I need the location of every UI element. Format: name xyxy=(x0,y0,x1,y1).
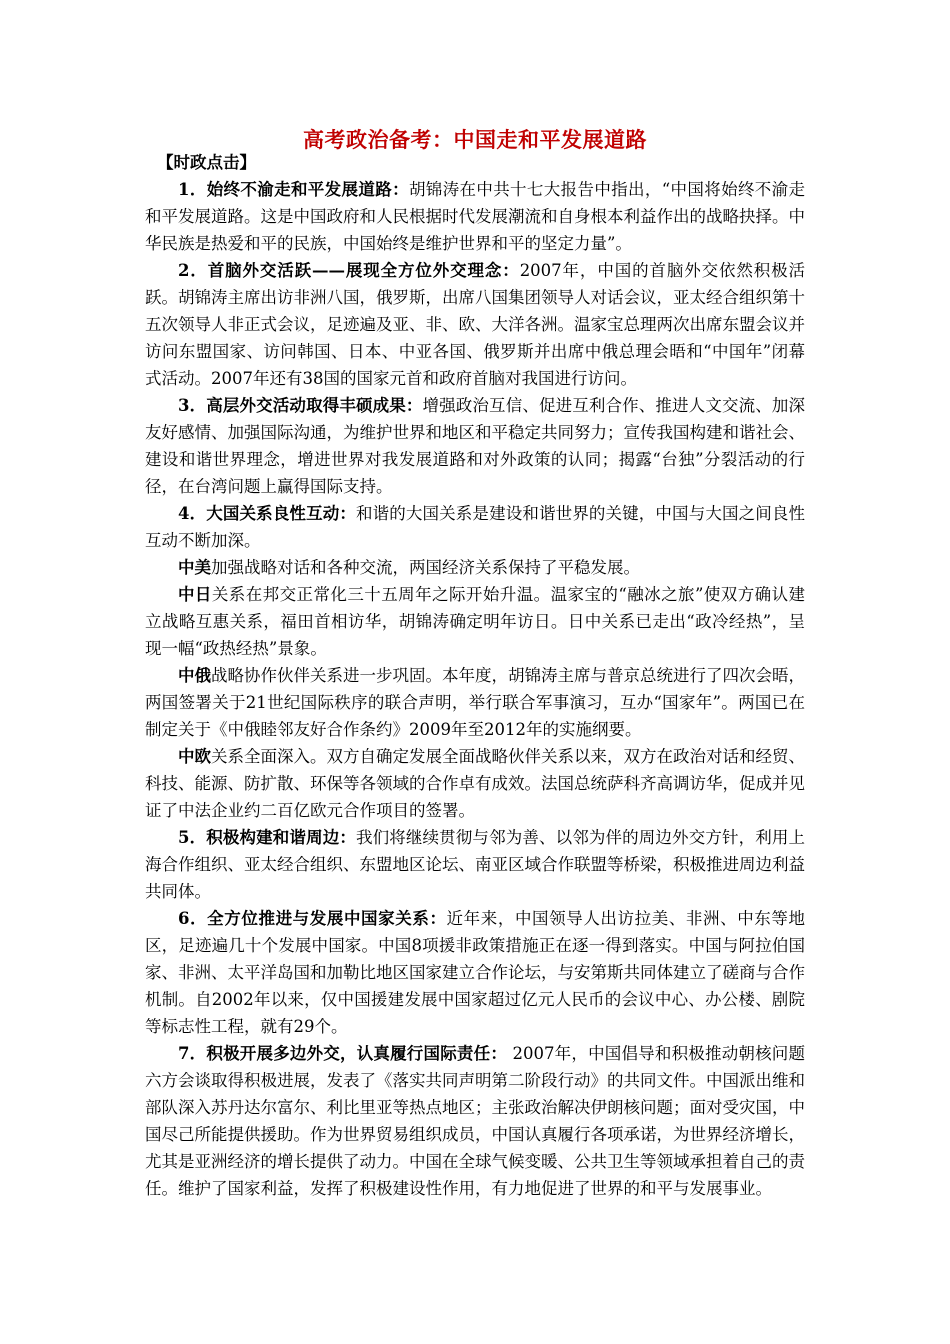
paragraph-heading: 2．首脑外交活跃——展现全方位外交理念： xyxy=(178,261,520,280)
paragraph-heading: 3．高层外交活动取得丰硕成果： xyxy=(178,396,423,415)
section-label: 【时政点击】 xyxy=(157,153,256,172)
paragraph-us-relations xyxy=(145,554,805,581)
paragraph-text: 2007年，中国的首脑外交依然积极活跃。胡锦涛主席出访非洲八国，俄罗斯，出席八国集团领导人对话会议，亚太经合组织第十五次领导人非正式会议，足迹遍及亚、非、欧、大洋各洲。温家宝总理两次出席东盟会议并访问东盟国家、访问韩国、日本、中亚各国、俄罗斯并出席中俄总理会晤和“中国年”闭幕式活动。2007年还有38国的国家元首和政府首脑对我国进行访问。 xyxy=(145,261,805,388)
paragraph-text: 增强政治互信、促进互利合作、推进人文交流、加深友好感情、加强国际沟通，为维护世界和地区和平稳定共同努力；宣传我国构建和谐社会、建设和谐世界理念，增进世界对我发展道路和对外政策的认同；揭露“台独”分裂活动的行径，在台湾问题上赢得国际支持。 xyxy=(145,396,805,496)
paragraph-heading: 7．积极开展多边外交，认真履行国际责任： xyxy=(178,1044,508,1063)
paragraph-2 xyxy=(145,257,805,392)
document-body xyxy=(145,149,805,1202)
paragraph-6 xyxy=(145,905,805,1040)
paragraph-japan-relations xyxy=(145,581,805,662)
paragraph-heading: 4．大国关系良性互动： xyxy=(178,504,356,523)
paragraph-heading: 中欧 xyxy=(178,747,211,766)
document-title: 高考政治备考：中国走和平发展道路 xyxy=(303,127,647,152)
paragraph-heading: 1．始终不渝走和平发展道路： xyxy=(178,180,409,199)
paragraph-heading: 5．积极构建和谐周边： xyxy=(178,828,356,847)
paragraph-heading: 中美 xyxy=(178,558,211,577)
paragraph-russia-relations xyxy=(145,662,805,743)
paragraph-heading: 中日 xyxy=(178,585,212,604)
paragraph-3 xyxy=(145,392,805,500)
paragraph-text: 2007年，中国倡导和积极推动朝核问题六方会谈取得积极进展，发表了《落实共同声明第二阶段行动》的共同文件。中国派出维和部队深入苏丹达尔富尔、利比里亚等热点地区；主张政治解决伊朗核问题；面对受灾国，中国尽己所能提供援助。作为世界贸易组织成员，中国认真履行各项承诺，为世界经济增长，尤其是亚洲经济的增长提供了动力。中国在全球气候变暖、公共卫生等领域承担着自己的责任。维护了国家利益，发挥了积极建设性作用，有力地促进了世界的和平与发展事业。 xyxy=(145,1044,805,1198)
paragraph-1 xyxy=(145,176,805,257)
paragraph-text: 加强战略对话和各种交流，两国经济关系保持了平稳发展。 xyxy=(211,558,640,577)
paragraph-5 xyxy=(145,824,805,905)
paragraph-text: 胡锦涛在中共十七大报告中指出，“中国将始终不渝走和平发展道路。这是中国政府和人民根据时代发展潮流和自身根本利益作出的战略抉择。中华民族是热爱和平的民族，中国始终是维护世界和平的坚定力量”。 xyxy=(145,180,806,253)
paragraph-text: 我们将继续贯彻与邻为善、以邻为伴的周边外交方针，利用上海合作组织、亚太经合组织、东盟地区论坛、南亚区域合作联盟等桥梁，积极推进周边利益共同体。 xyxy=(145,828,806,901)
paragraph-text: 战略协作伙伴关系进一步巩固。本年度，胡锦涛主席与普京总统进行了四次会晤，两国签署关于21世纪国际秩序的联合声明，举行联合军事演习，互办“国家年”。两国已在制定关于《中俄睦邻友好合作条约》2009年至2012年的实施纲要。 xyxy=(145,666,805,739)
paragraph-text: 关系全面深入。双方自确定发展全面战略伙伴关系以来，双方在政治对话和经贸、科技、能源、防扩散、环保等各领域的合作卓有成效。法国总统萨科齐高调访华，促成并见证了中法企业约二百亿欧元合作项目的签署。 xyxy=(145,747,805,820)
paragraph-text: 关系在邦交正常化三十五周年之际开始升温。温家宝的“融冰之旅”使双方确认建立战略互惠关系，福田首相访华，胡锦涛确定明年访日。日中关系已走出“政冷经热”，呈现一幅“政热经热”景象。 xyxy=(145,585,805,658)
paragraph-4 xyxy=(145,500,805,554)
paragraph-text: 近年来，中国领导人出访拉美、非洲、中东等地区，足迹遍几十个发展中国家。中国8项援非政策措施正在逐一得到落实。中国与阿拉伯国家、非洲、太平洋岛国和加勒比地区国家建立合作论坛，与安第斯共同体建立了磋商与合作机制。自2002年以来，仅中国援建发展中国家超过亿元人民币的会议中心、办公楼、剧院等标志性工程，就有29个。 xyxy=(145,909,805,1036)
paragraph-heading: 中俄 xyxy=(178,666,211,685)
paragraph-eu-relations xyxy=(145,743,805,824)
paragraph-7 xyxy=(145,1040,805,1202)
paragraph-text: 和谐的大国关系是建设和谐世界的关键，中国与大国之间良性互动不断加深。 xyxy=(145,504,806,550)
paragraph-heading: 6．全方位推进与发展中国家关系： xyxy=(178,909,447,928)
